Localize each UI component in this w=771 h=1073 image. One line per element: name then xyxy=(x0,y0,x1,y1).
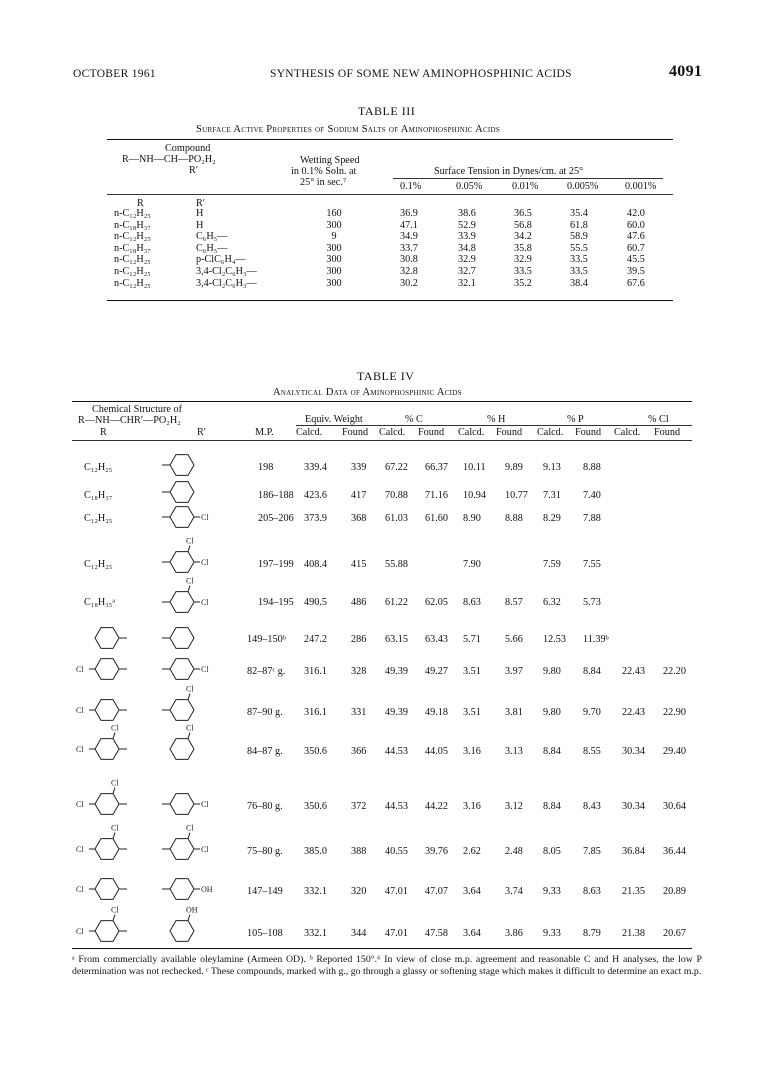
table4-row-value: 22.43 xyxy=(622,707,645,718)
table4-row-value: 20.89 xyxy=(663,886,686,897)
table4-row-value: 372 xyxy=(351,801,367,812)
substituent-label: OH xyxy=(201,885,213,894)
table3-head-c4: 0.005% xyxy=(567,181,599,192)
table4-row-value: 320 xyxy=(351,886,367,897)
table3-row-value: 58.9 xyxy=(570,231,588,243)
table4-row-value: 3.51 xyxy=(463,666,481,677)
substituent-label: Cl xyxy=(76,885,84,894)
benzene-ring-icon xyxy=(170,482,194,503)
table4-row-value: 339.4 xyxy=(304,462,327,473)
table4-row-value: 8.05 xyxy=(543,846,561,857)
table4-row-value: 30.34 xyxy=(622,746,645,757)
substituent-label: Cl xyxy=(111,778,119,788)
benzene-ring-icon xyxy=(95,921,119,942)
table3-caption: Surface Active Properties of Sodium Salts of Aminophosphinic Acids xyxy=(196,124,501,135)
table4-row-value: 8.84 xyxy=(583,666,601,677)
table4-row-value: 8.79 xyxy=(583,928,601,939)
table4-row-value: 39.76 xyxy=(425,846,448,857)
table3-row-value: 60.7 xyxy=(627,242,645,254)
table3-head-r: R xyxy=(137,198,144,209)
table4-row-value: 415 xyxy=(351,559,367,570)
table4-row-value: 3.16 xyxy=(463,801,481,812)
table4-row-value: 3.97 xyxy=(505,666,523,677)
table3-row-value: 52.9 xyxy=(458,219,476,231)
table3-head-c1: 0.1% xyxy=(400,181,422,192)
table4-row-value: 316.1 xyxy=(304,666,327,677)
table4-row-value: 9.89 xyxy=(505,462,523,473)
table4-head-calcd: Calcd. xyxy=(614,427,641,438)
table4-row-value: 7.31 xyxy=(543,490,561,501)
table4-head-calcd: Calcd. xyxy=(379,427,406,438)
table4-row-mp: 205–206 xyxy=(258,513,294,524)
table3-row-rprime: H xyxy=(196,208,204,219)
table3-row-value: 33.7 xyxy=(400,242,418,254)
table3-row-rprime: H xyxy=(196,219,204,231)
table3-row-value: 36.9 xyxy=(400,208,418,219)
table4-row-value: 61.22 xyxy=(385,597,408,608)
benzene-ring-icon xyxy=(95,839,119,860)
substituent-label: Cl xyxy=(76,800,84,809)
table4-row-value: 30.34 xyxy=(622,801,645,812)
table3-head-c5: 0.001% xyxy=(625,181,657,192)
table4-row-value: 47.01 xyxy=(385,886,408,897)
benzene-ring-icon xyxy=(170,552,194,573)
table4-row-value: 11.39ᵇ xyxy=(583,634,609,645)
table4-head-calcd: Calcd. xyxy=(458,427,485,438)
table3-row-value: 35.8 xyxy=(514,242,532,254)
table4-row-value: 3.16 xyxy=(463,746,481,757)
table3-row-value: 34.9 xyxy=(400,231,418,243)
table4-row-value: 49.39 xyxy=(385,666,408,677)
table3-row-value: 38.4 xyxy=(570,277,588,289)
table4-row-value: 5.66 xyxy=(505,634,523,645)
substituent-label: Cl xyxy=(201,800,209,809)
table4-row-value: 61.60 xyxy=(425,513,448,524)
table3-row-value: 30.8 xyxy=(400,254,418,266)
table4-row-value: 344 xyxy=(351,928,367,939)
substituent-label: Cl xyxy=(186,576,194,586)
table4-row-value: 368 xyxy=(351,513,367,524)
table4-row-value: 490.5 xyxy=(304,597,327,608)
table4-row-value: 22.43 xyxy=(622,666,645,677)
table3-row-r: n-C₁₈H₃₇ xyxy=(114,219,151,231)
table3-row-value: 33.5 xyxy=(514,266,532,277)
table4-row-value: 339 xyxy=(351,462,367,473)
bond-line xyxy=(188,733,190,739)
substituent-label: Cl xyxy=(186,684,194,694)
table3-row-wetting: 160 xyxy=(326,208,342,219)
benzene-ring-icon xyxy=(170,794,194,815)
benzene-ring-icon xyxy=(170,839,194,860)
table4-row-value: 388 xyxy=(351,846,367,857)
table4-row-value: 29.40 xyxy=(663,746,686,757)
table4-head-pc: % C xyxy=(405,414,423,425)
table4-head-found: Found xyxy=(496,427,523,438)
table4-row-value: 316.1 xyxy=(304,707,327,718)
substituent-label: Cl xyxy=(111,905,119,915)
substituent-label: OH xyxy=(186,905,198,915)
table3-head-wetting-3: 25° in sec.⁷ xyxy=(300,177,347,188)
table4-row-value: 247.2 xyxy=(304,634,327,645)
benzene-ring-icon xyxy=(95,628,119,649)
substituent-label: Cl xyxy=(111,823,119,833)
table4-row-value: 486 xyxy=(351,597,367,608)
table4-row-value: 20.67 xyxy=(663,928,686,939)
table4-row-value: 9.80 xyxy=(543,666,561,677)
table4-row-mp: 76–80 g. xyxy=(247,801,283,812)
substituent-label: Cl xyxy=(201,665,209,674)
table3-row-r: n-C₁₂H₂₅ xyxy=(114,254,151,266)
benzene-ring-icon xyxy=(170,739,194,760)
table3-head-formula: R—NH—CH—PO₂H₂ xyxy=(122,154,216,165)
table3-head-rp: R′ xyxy=(196,198,206,209)
substituent-label: Cl xyxy=(76,745,84,754)
table4-row-mp: 194–195 xyxy=(258,597,294,608)
table4-row-value: 9.13 xyxy=(543,462,561,473)
table3-head-c3: 0.01% xyxy=(512,181,539,192)
table4-row-value: 49.27 xyxy=(425,666,448,677)
table4-bottom-rule xyxy=(72,948,692,949)
table4-row-value: 331 xyxy=(351,707,367,718)
table4-row-value: 10.11 xyxy=(463,462,486,473)
table4-head-chem: Chemical Structure of xyxy=(92,404,182,415)
table3-row-value: 45.5 xyxy=(627,254,645,266)
table3-row-value: 34.8 xyxy=(458,242,476,254)
table4-row-mp: 147–149 xyxy=(247,886,283,897)
table4-row-value: 44.53 xyxy=(385,801,408,812)
table4-sub-rule xyxy=(296,425,692,426)
table4-row-value: 63.15 xyxy=(385,634,408,645)
table4-head-ph: % H xyxy=(487,414,506,425)
table3-row-value: 32.8 xyxy=(400,266,418,277)
table4-row-r: C₁₂H₂₅ xyxy=(84,513,113,524)
table4-row-value: 385.0 xyxy=(304,846,327,857)
table4-row-value: 5.71 xyxy=(463,634,481,645)
table4-row-value: 30.64 xyxy=(663,801,686,812)
table4-row-value: 2.48 xyxy=(505,846,523,857)
bond-line xyxy=(113,915,115,921)
table4-row-value: 8.90 xyxy=(463,513,481,524)
table3-row-value: 36.5 xyxy=(514,208,532,219)
table4-row-value: 44.22 xyxy=(425,801,448,812)
table4-row-value: 21.38 xyxy=(622,928,645,939)
table3-row-rprime: C₆H₅— xyxy=(196,231,228,243)
table3-row-value: 60.0 xyxy=(627,219,645,231)
table4-row-value: 350.6 xyxy=(304,801,327,812)
table3-row-rprime: 3,4-Cl₂C₆H₃— xyxy=(196,266,257,277)
table4-row-mp: 87–90 g. xyxy=(247,707,283,718)
table3-row-value: 39.5 xyxy=(627,266,645,277)
table3-row-wetting: 300 xyxy=(326,277,342,289)
table3-row-value: 47.1 xyxy=(400,219,418,231)
table4-row-value: 10.94 xyxy=(463,490,486,501)
table4-row-value: 7.55 xyxy=(583,559,601,570)
table4-row-value: 8.29 xyxy=(543,513,561,524)
table4-row-value: 7.59 xyxy=(543,559,561,570)
table4-row-value: 8.43 xyxy=(583,801,601,812)
table4-row-value: 67.22 xyxy=(385,462,408,473)
table4-row-value: 8.88 xyxy=(505,513,523,524)
table4-row-value: 9.70 xyxy=(583,707,601,718)
table4-row-value: 2.62 xyxy=(463,846,481,857)
benzene-ring-icon xyxy=(95,794,119,815)
table4-row-value: 10.77 xyxy=(505,490,528,501)
table3-row-value: 67.6 xyxy=(627,277,645,289)
table3-row-r: n-C₁₂H₂₅ xyxy=(114,266,151,277)
table4-row-value: 3.81 xyxy=(505,707,523,718)
substituent-label: Cl xyxy=(76,706,84,715)
table4-row-value: 8.63 xyxy=(583,886,601,897)
benzene-ring-icon xyxy=(170,592,194,613)
table3-head-rprime: R′ xyxy=(189,165,199,176)
table4-row-value: 3.12 xyxy=(505,801,523,812)
table4-row-value: 22.20 xyxy=(663,666,686,677)
table3-row-value: 34.2 xyxy=(514,231,532,243)
table4-row-mp: 105–108 xyxy=(247,928,283,939)
bond-line xyxy=(113,833,115,839)
table4-row-value: 417 xyxy=(351,490,367,501)
running-header-title: SYNTHESIS OF SOME NEW AMINOPHOSPHINIC ACIDS xyxy=(270,68,572,80)
bond-line xyxy=(188,694,190,700)
table4-row-value: 373.9 xyxy=(304,513,327,524)
table4-row-value: 47.58 xyxy=(425,928,448,939)
table4-row-value: 9.80 xyxy=(543,707,561,718)
running-header-date: OCTOBER 1961 xyxy=(73,68,156,80)
table4-head-formula: R—NH—CHR′—PO₂H₂ xyxy=(78,415,181,426)
table3-row-value: 33.9 xyxy=(458,231,476,243)
table4-row-mp: 197–199 xyxy=(258,559,294,570)
table4-head-found: Found xyxy=(342,427,369,438)
substituent-label: Cl xyxy=(201,598,209,607)
benzene-ring-icon xyxy=(170,455,194,476)
table4-row-value: 47.07 xyxy=(425,886,448,897)
table4-row-value: 3.13 xyxy=(505,746,523,757)
table4-row-value: 9.33 xyxy=(543,886,561,897)
bond-line xyxy=(188,546,190,552)
table4-row-value: 70.88 xyxy=(385,490,408,501)
table4-row-value: 36.44 xyxy=(663,846,686,857)
table4-row-value: 40.55 xyxy=(385,846,408,857)
table4-row-value: 7.88 xyxy=(583,513,601,524)
table4-row-value: 8.84 xyxy=(543,801,561,812)
benzene-ring-icon xyxy=(170,659,194,680)
substituent-label: Cl xyxy=(186,823,194,833)
table3-row-value: 35.2 xyxy=(514,277,532,289)
table4-caption: Analytical Data of Aminophosphinic Acids xyxy=(273,387,462,398)
substituent-label: Cl xyxy=(186,536,194,546)
table4-row-value: 8.57 xyxy=(505,597,523,608)
bond-line xyxy=(188,833,190,839)
benzene-ring-icon xyxy=(95,659,119,680)
benzene-ring-icon xyxy=(95,700,119,721)
table3-row-value: 55.5 xyxy=(570,242,588,254)
benzene-ring-icon xyxy=(170,700,194,721)
table4-row-value: 408.4 xyxy=(304,559,327,570)
table4-row-value: 328 xyxy=(351,666,367,677)
table3-title: TABLE III xyxy=(358,104,416,118)
table4-row-value: 7.85 xyxy=(583,846,601,857)
table4-row-r: C₁₂H₂₅ xyxy=(84,462,113,473)
table4-row-value: 12.53 xyxy=(543,634,566,645)
table3-row-value: 42.0 xyxy=(627,208,645,219)
table3-head-compound: Compound xyxy=(165,143,211,154)
table3-head-wetting: Wetting Speed xyxy=(300,155,360,166)
table3-row-value: 38.6 xyxy=(458,208,476,219)
table4-row-mp: 149–150ᵇ xyxy=(247,634,286,645)
table4-row-value: 71.16 xyxy=(425,490,448,501)
table4-row-value: 423.6 xyxy=(304,490,327,501)
table4-head-pp: % P xyxy=(567,414,584,425)
substituent-label: Cl xyxy=(201,513,209,522)
table4-row-value: 3.74 xyxy=(505,886,523,897)
table3-head-surface: Surface Tension in Dynes/cm. at 25° xyxy=(434,166,584,177)
table4-row-value: 6.32 xyxy=(543,597,561,608)
table3-row-value: 56.8 xyxy=(514,219,532,231)
table4-row-value: 55.88 xyxy=(385,559,408,570)
table4-row-value: 7.90 xyxy=(463,559,481,570)
page-number: 4091 xyxy=(669,63,703,80)
bond-line xyxy=(188,915,190,921)
bond-line xyxy=(113,788,115,794)
benzene-ring-icon xyxy=(170,921,194,942)
table4-head-rp: R′ xyxy=(197,427,207,438)
table4-head-found: Found xyxy=(575,427,602,438)
benzene-ring-icon xyxy=(170,507,194,528)
table4-row-value: 3.64 xyxy=(463,886,481,897)
table4-row-value: 22.90 xyxy=(663,707,686,718)
bond-line xyxy=(188,586,190,592)
footnote: ᵃ From commercially available oleylamine (Armeen OD). ᵇ Reported 150°.⁶ In view of close m.p. agreement and reasonable C and H analyses, the low P determination was not rechecked. ᶜ These compounds, marked with g., go through a glassy or softening stage which makes it difficult to determine an exact m.p. xyxy=(72,954,702,977)
table4-row-value: 332.1 xyxy=(304,928,327,939)
table4-title: TABLE IV xyxy=(357,369,415,383)
table4-head-found: Found xyxy=(654,427,681,438)
table4-row-value: 5.73 xyxy=(583,597,601,608)
table4-row-mp: 198 xyxy=(258,462,274,473)
table3-row-wetting: 9 xyxy=(331,231,337,243)
table3-row-r: n-C₁₈H₃₇ xyxy=(114,242,151,254)
bond-line xyxy=(113,733,115,739)
table4-row-value: 8.63 xyxy=(463,597,481,608)
table4-row-value: 21.35 xyxy=(622,886,645,897)
table3-row-value: 47.6 xyxy=(627,231,645,243)
table4-row-value: 36.84 xyxy=(622,846,645,857)
table4-row-value: 332.1 xyxy=(304,886,327,897)
table4-row-value: 3.51 xyxy=(463,707,481,718)
substituent-label: Cl xyxy=(201,845,209,854)
table4-head-equiv: Equiv. Weight xyxy=(305,414,363,425)
table3-row-wetting: 300 xyxy=(326,242,342,254)
benzene-ring-icon xyxy=(170,628,194,649)
table4-row-value: 9.33 xyxy=(543,928,561,939)
table3-row-value: 32.7 xyxy=(458,266,476,277)
substituent-label: Cl xyxy=(76,845,84,854)
table4-row-value: 44.53 xyxy=(385,746,408,757)
benzene-ring-icon xyxy=(170,879,194,900)
table3-row-value: 30.2 xyxy=(400,277,418,289)
table4-row-value: 49.18 xyxy=(425,707,448,718)
table4-row-value: 61.03 xyxy=(385,513,408,524)
table3-row-wetting: 300 xyxy=(326,266,342,277)
table4-row-value: 8.55 xyxy=(583,746,601,757)
table4-row-r: C₁₈H₃₇ xyxy=(84,490,113,501)
benzene-ring-icon xyxy=(95,879,119,900)
table4-row-r: C₁₂H₂₅ xyxy=(84,559,113,570)
table4-row-value: 62.05 xyxy=(425,597,448,608)
table4-row-value: 44.05 xyxy=(425,746,448,757)
table3-row-value: 61.8 xyxy=(570,219,588,231)
table4-head-pcl: % Cl xyxy=(648,414,669,425)
table4-row-value: 286 xyxy=(351,634,367,645)
table4-row-mp: 186–188 xyxy=(258,490,294,501)
table3-row-value: 32.1 xyxy=(458,277,476,289)
table4-row-mp: 84–87 g. xyxy=(247,746,283,757)
table3-row-r: n-C₁₂H₂₅ xyxy=(114,231,151,243)
table3-row-value: 35.4 xyxy=(570,208,588,219)
substituent-label: Cl xyxy=(76,665,84,674)
table3-row-value: 32.9 xyxy=(458,254,476,266)
table3-row-wetting: 300 xyxy=(326,254,342,266)
table4-row-value: 49.39 xyxy=(385,707,408,718)
table3-row-value: 33.5 xyxy=(570,266,588,277)
table4-row-value: 8.88 xyxy=(583,462,601,473)
table4-row-r: C₁₈H₃₅ᵃ xyxy=(84,597,116,608)
table4-row-value: 350.6 xyxy=(304,746,327,757)
table3-head-c2: 0.05% xyxy=(456,181,483,192)
table4-row-value: 66.37 xyxy=(425,462,448,473)
table3-row-wetting: 300 xyxy=(326,219,342,231)
table3-row-rprime: 3,4-Cl₂C₆H₃— xyxy=(196,277,257,289)
substituent-label: Cl xyxy=(76,927,84,936)
substituent-label: Cl xyxy=(201,558,209,567)
table3-row-value: 32.9 xyxy=(514,254,532,266)
table4-row-value: 63.43 xyxy=(425,634,448,645)
table4-row-value: 3.86 xyxy=(505,928,523,939)
table3-row-r: n-C₁₂H₂₅ xyxy=(114,277,151,289)
table3-row-rprime: C₆H₅— xyxy=(196,242,228,254)
table4-head-calcd: Calcd. xyxy=(537,427,564,438)
table4-head-found: Found xyxy=(418,427,445,438)
table3-head-wetting-2: in 0.1% Soln. at xyxy=(291,166,357,177)
table3-row-r: n-C₁₂H₂₅ xyxy=(114,208,151,219)
table3-row-rprime: p-ClC₆H₄— xyxy=(196,254,246,266)
table4-row-value: 7.40 xyxy=(583,490,601,501)
table4-head-mp: M.P. xyxy=(255,427,274,438)
substituent-label: Cl xyxy=(186,723,194,733)
table3-row-value: 33.5 xyxy=(570,254,588,266)
substituent-label: Cl xyxy=(111,723,119,733)
table4-row-value: 8.84 xyxy=(543,746,561,757)
table4-row-value: 3.64 xyxy=(463,928,481,939)
table4-head-r: R xyxy=(100,427,107,438)
table4-head-calcd: Calcd. xyxy=(296,427,323,438)
table4-row-mp: 82–87ᶜ g. xyxy=(247,666,286,677)
table4-row-value: 366 xyxy=(351,746,367,757)
benzene-ring-icon xyxy=(95,739,119,760)
table4-row-mp: 75–80 g. xyxy=(247,846,283,857)
table4-row-value: 47.01 xyxy=(385,928,408,939)
